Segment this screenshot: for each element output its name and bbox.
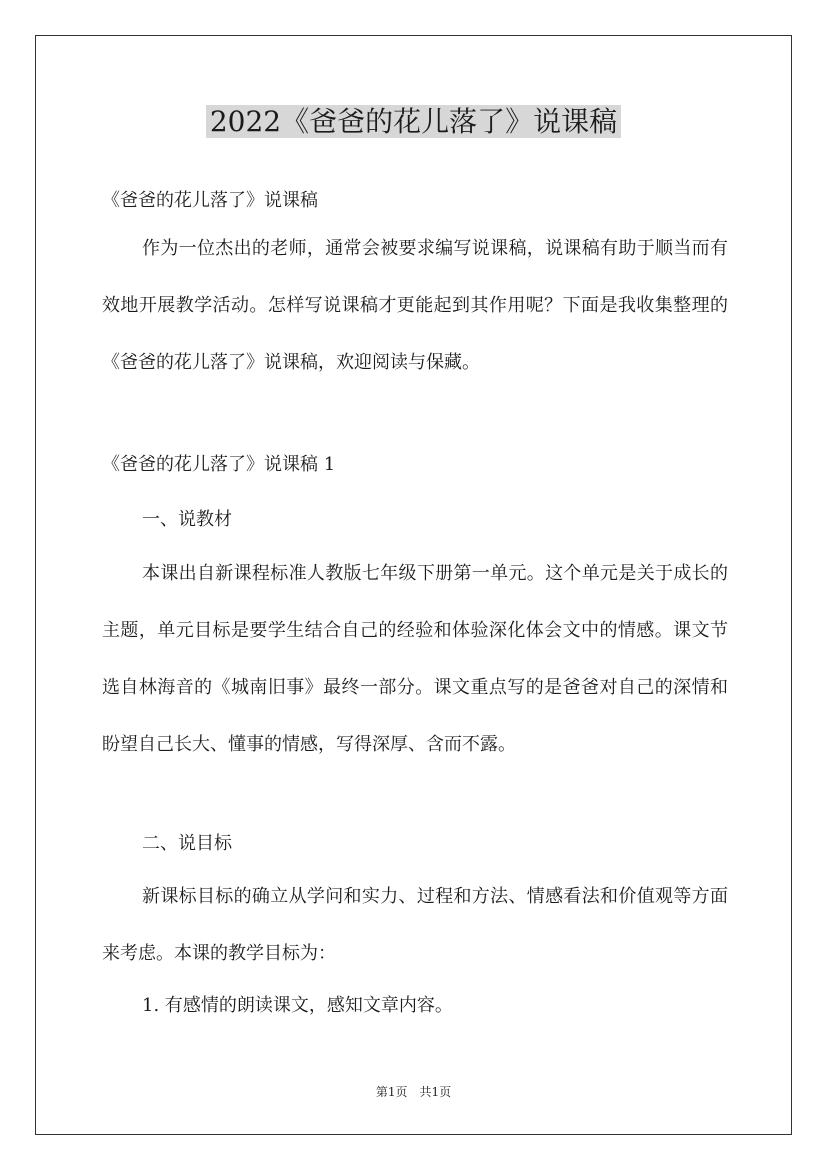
document-title	[0, 100, 827, 144]
page-footer	[0, 1083, 827, 1101]
goal-item: 1. 有感情的朗读课文，感知文章内容。	[142, 995, 453, 1016]
part1-heading: 一、说教材	[142, 509, 232, 530]
intro-paragraph: 作为一位杰出的老师，通常会被要求编写说课稿，说课稿有助于顺当而有效地开展教学活动。怎样写说课稿才更能起到其作用呢？下面是我收集整理的《爸爸的花儿落了》说课稿，欢迎阅读与保藏。	[102, 238, 728, 373]
part1-paragraph: 本课出自新课程标准人教版七年级下册第一单元。这个单元是关于成长的主题，单元目标是要学生结合自己的经验和体验深化体会文中的情感。课文节选自林海音的《城南旧事》最终一部分。课文重点写的是爸爸对自己的深情和盼望自己长大、懂事的情感，写得深厚、含而不露。	[102, 563, 728, 755]
document-title-text: 2022《爸爸的花儿落了》说课稿	[206, 105, 621, 138]
part2-paragraph: 新课标目标的确立从学问和实力、过程和方法、情感看法和价值观等方面来考虑。本课的教学目标为：	[102, 886, 728, 964]
section-heading: 《爸爸的花儿落了》说课稿 1	[102, 454, 336, 475]
part2-heading: 二、说目标	[142, 833, 232, 854]
document-subtitle: 《爸爸的花儿落了》说课稿	[102, 190, 318, 211]
page-number: 第1页 共1页	[375, 1085, 452, 1099]
